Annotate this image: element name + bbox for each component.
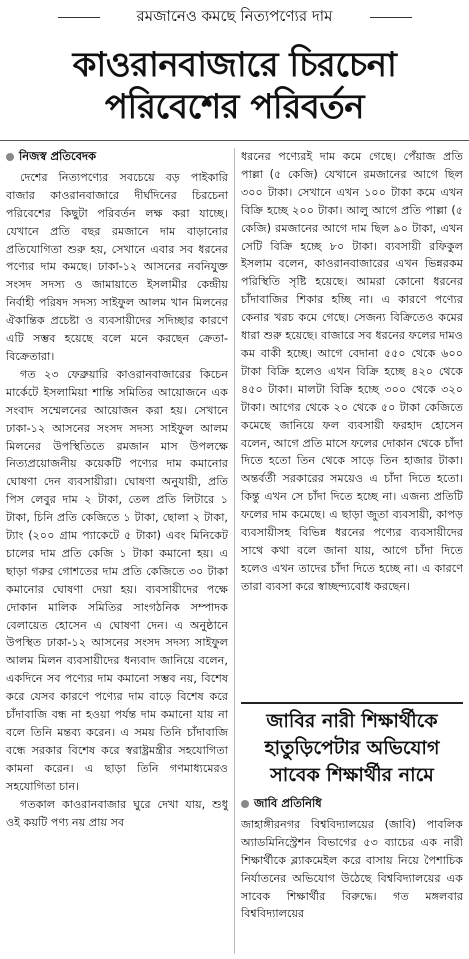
byline-text: নিজস্ব প্রতিবেদক xyxy=(19,149,97,163)
sub-article xyxy=(241,702,463,923)
sub-headline-line-3: সাবেক শিক্ষার্থীর নামে xyxy=(270,764,434,786)
kicker-rule-right xyxy=(370,17,412,18)
sub-headline-line-1: জাবির নারী শিক্ষার্থীকে xyxy=(266,710,438,732)
paragraph: গতকাল কাওরানবাজার ঘুরে দেখা যায়, শুধু ওই কয়টি পণ্য নয় প্রায় সব xyxy=(6,797,228,829)
paragraph: দেশের নিত্যপণ্যের সবচেয়ে বড় পাইকারি বাজার কাওরানবাজারে দীর্ঘদিনের চিরচেনা পরিবেশের কিছুটা পরিবর্তন লক্ষ করা যাচ্ছে। যেখানে প্রতি বছর রমজানে দাম বাড়ানোর প্রতিযোগিতা শুরু হয়, সেখানে এবার সব ধরনের পণ্যের দাম কমছে। ঢাকা-১২ আসনের নবনিযুক্ত সংসদ সদস্য ও জামায়াতে ইসলামীর কেন্দ্রীয় নির্বাহী পরিষদ সদস্য সাইফুল আলম খান মিলনের ঐকান্তিক প্রচেষ্টা ও ব্যবসায়ীদের সদিচ্ছার কারণে এটি সম্ভব হয়েছে বলে মনে করছেন ক্রেতা-বিক্রেতারা। xyxy=(6,170,228,363)
bullet-icon xyxy=(241,800,249,808)
paragraph: জাহাঙ্গীরনগর বিশ্ববিদ্যালয়ের (জাবি) পাবলিক অ্যাডমিনিস্ট্রেশন বিভাগের ৫৩ ব্যাচের এক নারী শিক্ষার্থীকে ব্ল্যাকমেইল করে বাসায় নিয়ে পৈশাচিক নির্যাতনের অভিযোগ উঠেছে বিশ্ববিদ্যালয়ের এক সাবেক শিক্ষার্থীর বিরুদ্ধে। গত মঙ্গলবার বিশ্ববিদ্যালয়ের xyxy=(241,817,463,921)
sub-byline xyxy=(241,795,463,813)
sub-headline xyxy=(241,704,463,789)
headline xyxy=(0,44,469,128)
headline-line-1: কাওরানবাজারে চিরচেনা xyxy=(72,45,397,85)
left-column xyxy=(6,148,228,831)
sub-article-body xyxy=(241,795,463,923)
kicker: রমজানেও কমছে নিত্যপণ্যের দাম xyxy=(136,7,333,25)
bullet-icon xyxy=(6,153,14,161)
sub-byline-text: জাবি প্রতিনিধি xyxy=(254,796,322,810)
paragraph: ধরনের পণ্যেরই দাম কমে গেছে। পেঁয়াজ প্রতি পাল্লা (৫ কেজি) যেখানে রমজানের আগে ছিল ৩০০ টাকা। সেখানে এখন ১০০ টাকা কমে এখন বিক্রি হচ্ছে ২০০ টাকা। আলু আগে প্রতি পাল্লা (৫ কেজি) রমজানের আগে দাম ছিল ৯০ টাকা, এখন সেটি বিক্রি হচ্ছে ৮০ টাকা। ব্যবসায়ী রফিকুল ইসলাম বলেন, কাওরানবাজারের এখন ভিন্নরকম পরিস্থিতি সৃষ্টি হয়েছে। আমরা কোনো ধরনের চাঁদাবাজির শিকার হচ্ছি না। এ কারণে পণ্যের কেনার খরচ কমে গেছে। সেজন্য বিক্রিতেও কমের ধারা শুরু হয়েছে। বাজারে সব ধরনের ফলের দামও কম বাকী হচ্ছে। আগে বেদানা ৫৫০ থেকে ৬০০ টাকা বিক্রি হলেও এখন বিক্রি হচ্ছে ৪২০ থেকে ৪৫০ টাকা। মালটা বিক্রি হচ্ছে ৩০০ থেকে ৩২০ টাকা। আগের থেকে ২০ থেকে ৫০ টাকা কেজিতে কমেছে জানিয়ে ফল ব্যবসায়ী ফরহাদ হোসেন বলেন, আগে প্রতি মাসে ফলের দোকান থেকে চাঁদা দিতে হতো তিন থেকে সাড়ে তিন হাজার টাকা। অন্তর্বর্তী সরকারের সময়েও এ চাঁদা দিতে হতো। কিন্তু এখন সে চাঁদা দিতে হচ্ছে না। এজন্য প্রতিটি ফলের দাম কমেছে। এ ছাড়া জুতা ব্যবসায়ী, কাপড় ব্যবসায়ীসহ বিভিন্ন ধরনের পণ্যের ব্যবসায়ীদের সাথে কথা বলে জানা যায়, আগে চাঁদা দিতে হলেও এখন তাদের চাঁদা দিতে হচ্ছে না। এ কারণে তারা ব্যবসা করে স্বাচ্ছন্দ্যবোধ করছেন। xyxy=(241,150,463,593)
byline xyxy=(6,148,228,166)
headline-line-2: পরিবেশের পরিবর্তন xyxy=(104,87,365,127)
sub-headline-line-2: হাতুড়িপেটার অভিযোগ xyxy=(264,737,440,759)
right-column xyxy=(241,148,463,596)
headline-divider xyxy=(0,140,469,141)
column-divider xyxy=(234,148,235,954)
paragraph: গত ২৩ ফেব্রুয়ারি কাওরানবাজারের কিচেন মার্কেটে ইসলামিয়া শান্তি সমিতির আয়োজনে এক সংবাদ সম্মেলনের আয়োজন করা হয়। সেখানে ঢাকা-১২ আসনের সংসদ সদস্য সাইফুল আলম মিলনের উপস্থিতিতে রমজান মাস উপলক্ষে নিত্যপ্রয়োজনীয় কয়েকটি পণ্যের দাম কমানোর ঘোষণা দেন ব্যবসায়ীরা। ঘোষণা অনুযায়ী, প্রতি পিস লেবুর দাম ২ টাকা, তেল প্রতি লিটারে ১ টাকা, চিনি প্রতি কেজিতে ১ টাকা, ছোলা ২ টাকা, ট্যাং (২০০ গ্রাম প্যাকেটে ৫ টাকা) এবং মিনিকেট চালের দাম প্রতি কেজি ১ টাকা কমানো হয়। এ ছাড়া গরুর গোশতের দাম প্রতি কেজিতে ৩০ টাকা কমানোর ঘোষণা দেয়া হয়। ব্যবসায়ীদের পক্ষে দোকান মালিক সমিতির সাংগঠনিক সম্পাদক বেলায়েত হোসেন এ ঘোষণা দেন। এ অনুষ্ঠানে উপস্থিত ঢাকা-১২ আসনের সংসদ সদস্য সাইফুল আলম মিলন ব্যবসায়ীদের ধন্যবাদ জানিয়ে বলেন, একদিনে সব পণ্যের দাম কমানো সম্ভব নয়, বিশেষ করে যেসব কারণে পণ্যের দাম বাড়ে বিশেষ করে চাঁদাবাজি বন্ধ না হওয়া পর্যন্ত দাম কমানো যায় না বলে তিনি মন্তব্য করেন। এ সময় তিনি চাঁদাবাজি বন্ধে সরকার বিশেষ করে স্বরাষ্ট্রমন্ত্রীর সহযোগিতা কামনা করেন। এ ছাড়া তিনি গণমাধ্যমেরও সহযোগিতা চান। xyxy=(6,367,228,793)
